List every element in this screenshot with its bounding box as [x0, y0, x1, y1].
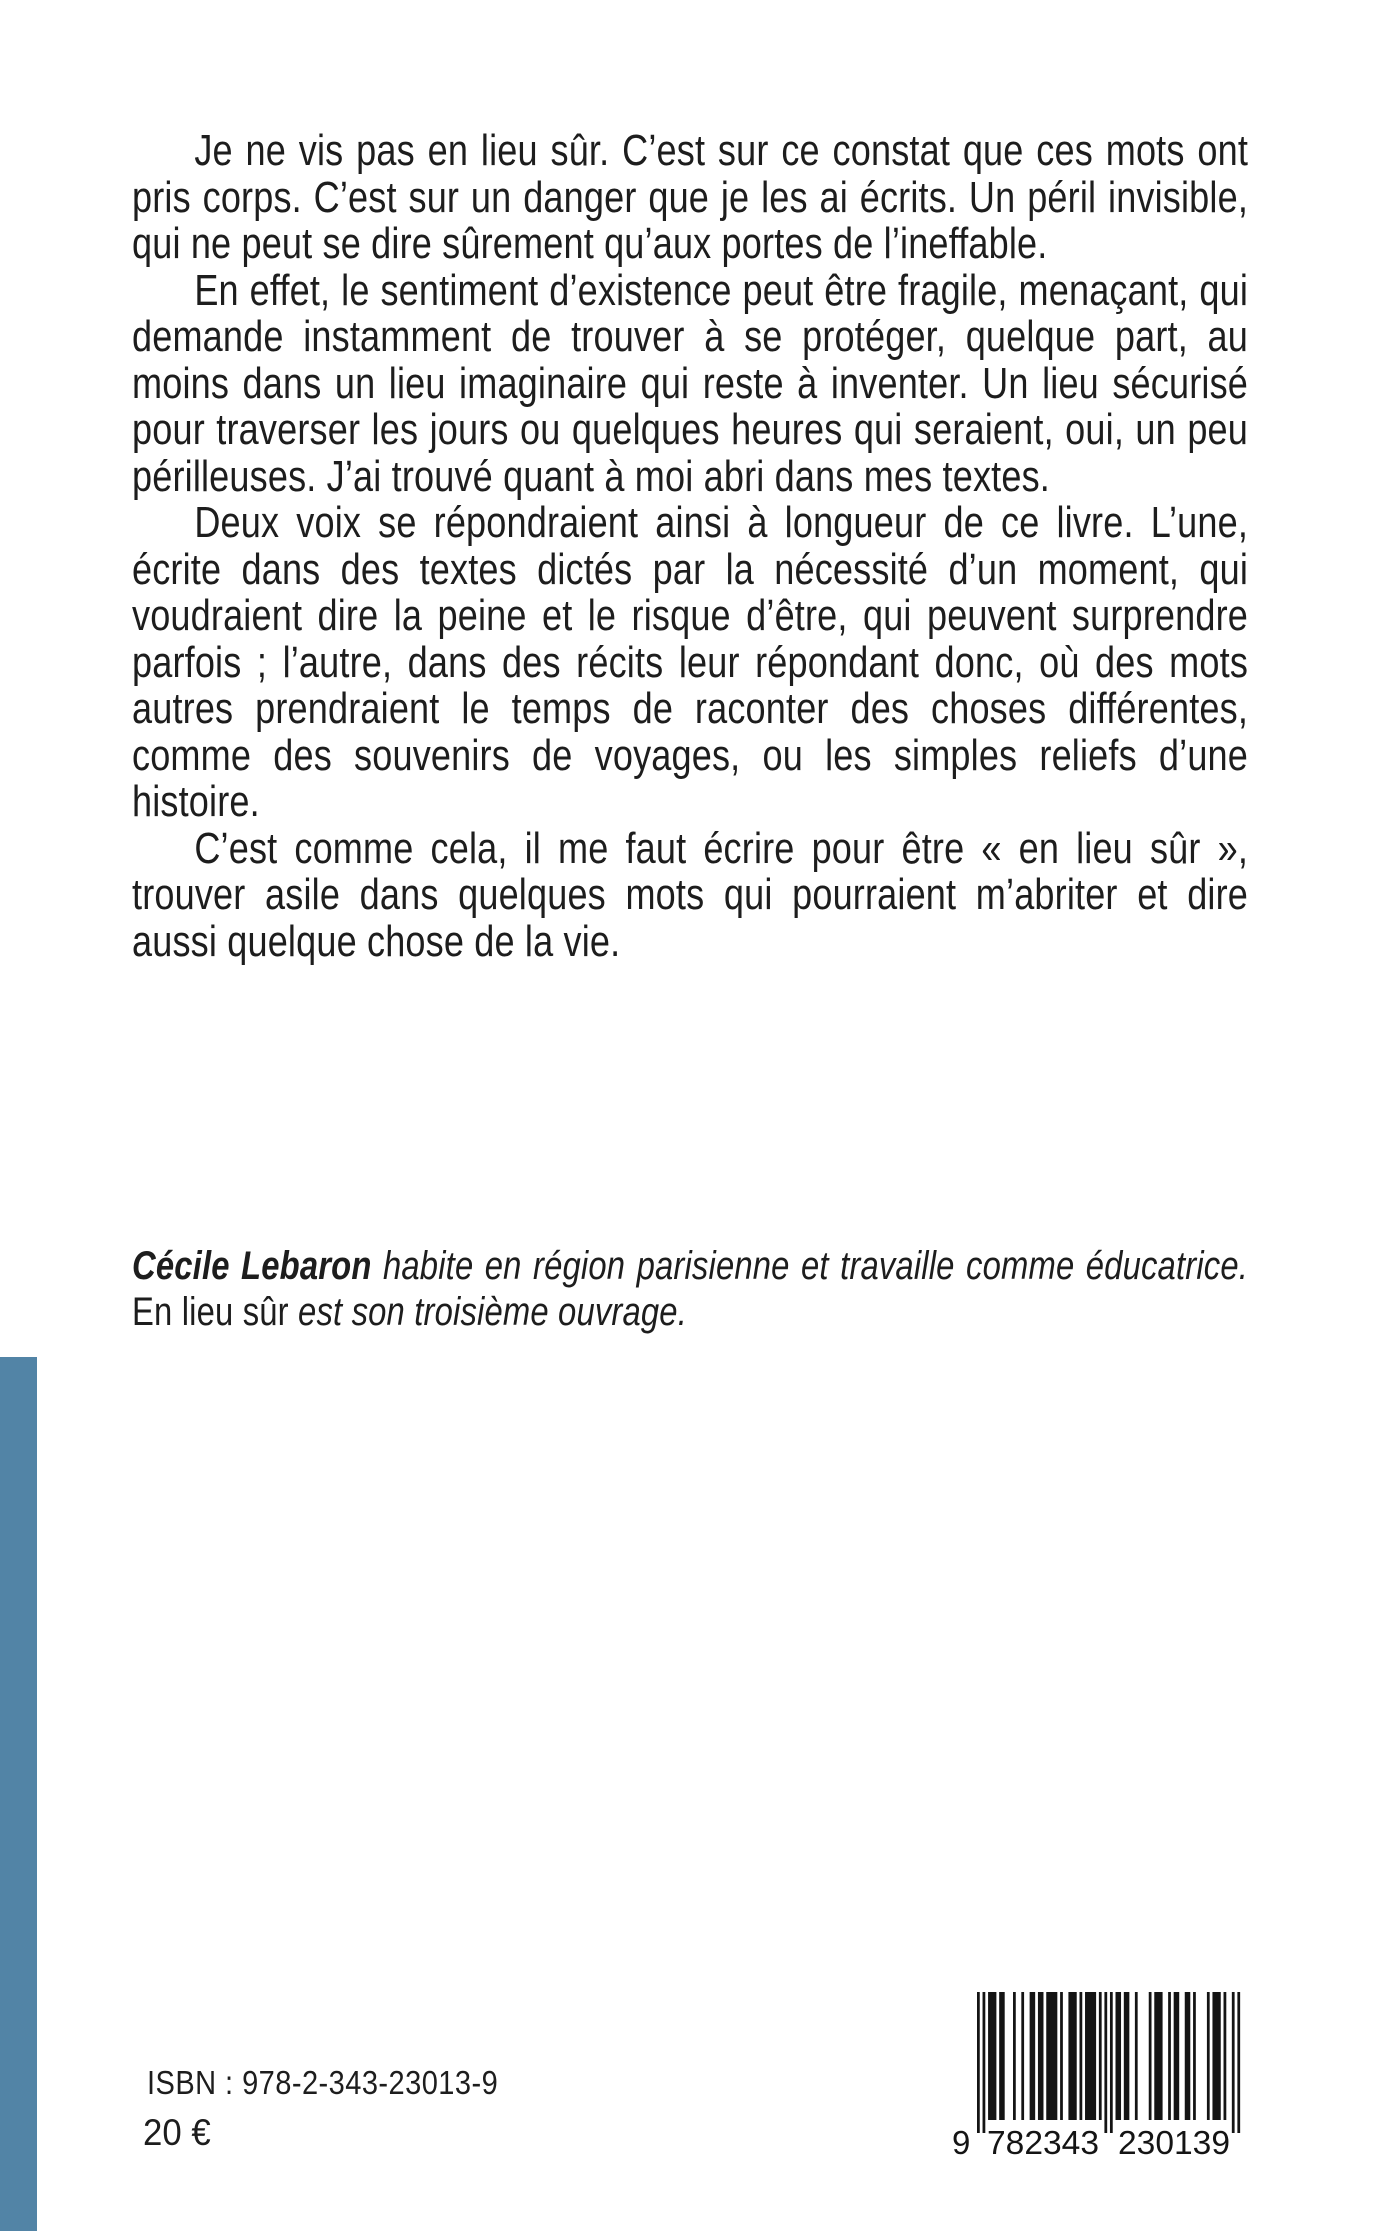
author-bio-paragraph: [132, 1243, 1248, 1335]
bio-text-before-title: habite en région parisienne et travaille comme éducatrice.: [371, 1244, 1249, 1288]
svg-text:782343: 782343: [987, 2124, 1099, 2160]
synopsis-paragraph-4: C’est comme cela, il me faut écrire pour être « en lieu sûr », trouver asile dans quelques mots qui pourraient m’abriter et dire aussi quelque chose de la vie.: [132, 823, 1249, 966]
book-title: En lieu sûr: [132, 1290, 289, 1334]
synopsis: [132, 128, 1248, 965]
isbn-text: ISBN : 978-2-343-23013-9: [147, 2064, 499, 2101]
ean13-barcode: [948, 1992, 1250, 2160]
svg-text:230139: 230139: [1118, 2124, 1230, 2160]
synopsis-paragraph-1: Je ne vis pas en lieu sûr. C’est sur ce constat que ces mots ont pris corps. C’est sur un danger que je les ai écrits. Un péril invisible, qui ne peut se dire sûrement qu’aux portes de l’ineffable.: [132, 126, 1249, 268]
svg-text:9: 9: [952, 2124, 971, 2160]
spine-accent-bar: [0, 1357, 37, 2231]
synopsis-paragraph-3: Deux voix se répondraient ainsi à longueur de ce livre. L’une, écrite dans des textes dictés par la nécessité d’un moment, qui voudraient dire la peine et le risque d’être, qui peuvent surprendre parfois ; l’autre, dans des récits leur répondant donc, où des mots autres prendraient le temps de raconter des choses différentes, comme des souvenirs de voyages, ou les simples reliefs d’une histoire.: [132, 498, 1249, 826]
bio-text-after-title: est son troisième ouvrage.: [288, 1290, 687, 1334]
price-text: 20 €: [143, 2112, 211, 2153]
ean13-barcode-graphic: [948, 1992, 1250, 2160]
synopsis-paragraph-2: En effet, le sentiment d’existence peut être fragile, menaçant, qui demande instamment de trouver à se protéger, quelque part, au moins dans un lieu imaginaire qui reste à inventer. Un lieu sécurisé pour traverser les jours ou quelques heures qui seraient, oui, un peu périlleuses. J’ai trouvé quant à moi abri dans mes textes.: [132, 265, 1249, 501]
author-bio: [132, 1243, 1248, 1335]
author-name: Cécile Lebaron: [132, 1244, 372, 1288]
